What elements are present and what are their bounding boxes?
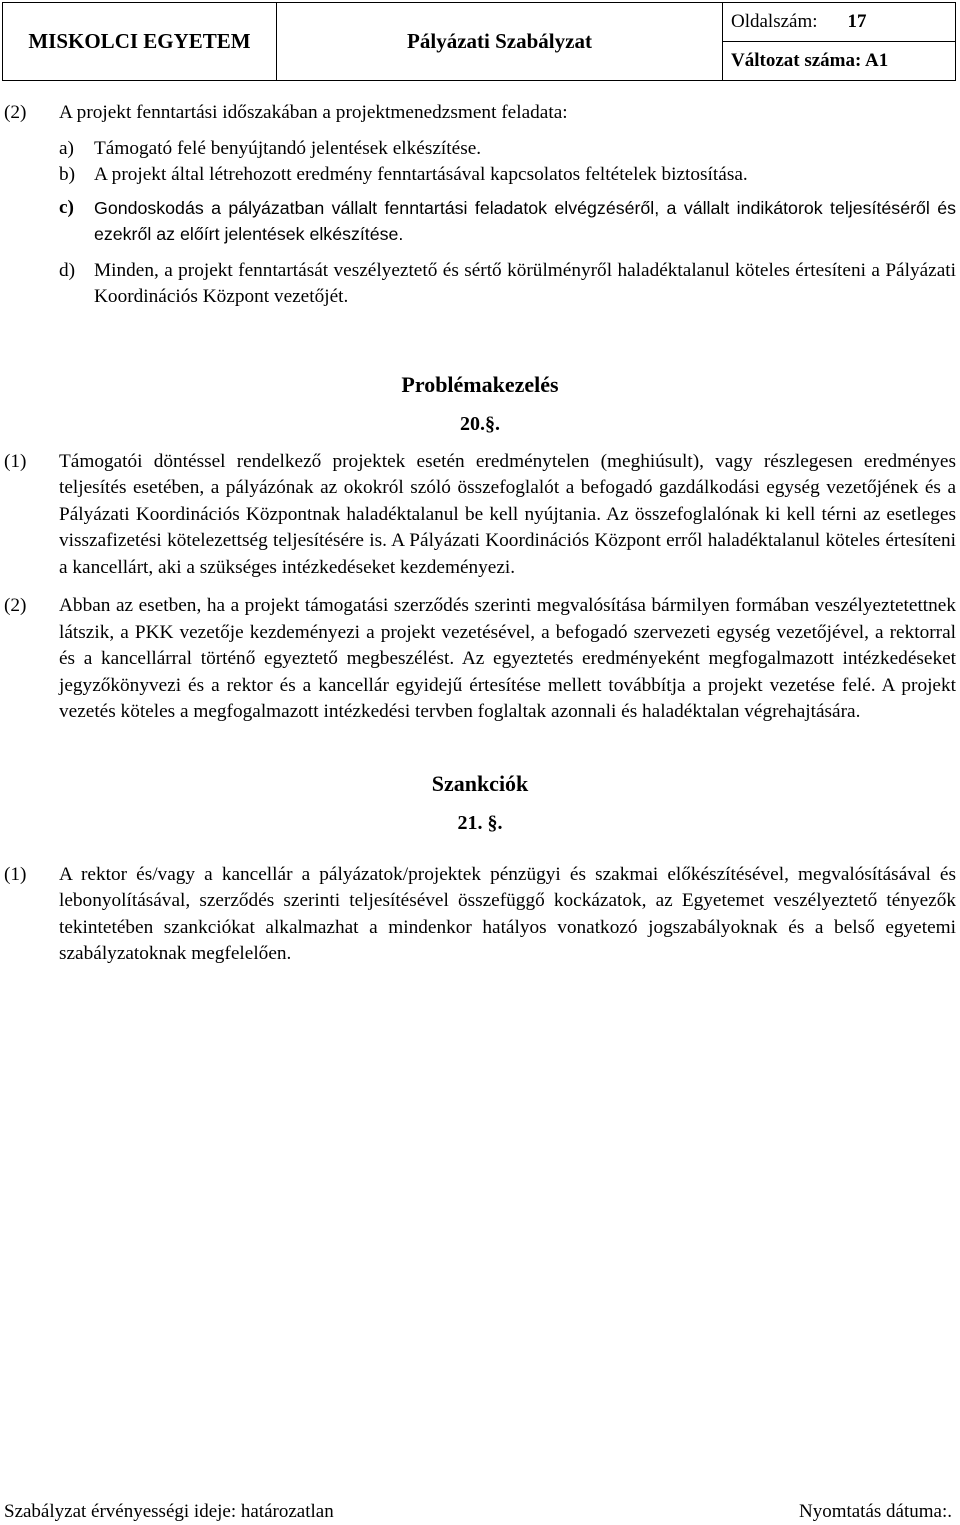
paragraph-number: (1) [4,863,27,885]
version-label: Változat száma: A1 [723,42,956,81]
paragraph [0,449,960,582]
section-heading: Szankciók [431,770,529,796]
paragraph-text: Abban az esetben, ha a projekt támogatási szerződés szerinti megvalósítása bármilyen formában veszélyeztetettnek látszik, a PKK vezetője kezdeményezi a projekt vezetésével, a befogadó szervezeti egység vezetőjével, a rektorral és a kancellárral történő egyeztető megbeszélést. Az egyeztetés eredményeként megfogalmazott intézkedéseket jegyzőkönyvezi és a rektor és a kancellár egyidejű értesítése mellett továbbítja a projekt vezetése felé. A projekt vezetés köteles a megfogalmazott intézkedési tervben foglaltak azonnali és haladéktalan végrehajtására. [59,595,956,722]
university-name: MISKOLCI EGYETEM [3,3,277,81]
list-item-text: Gondoskodás a pályázatban vállalt fenntartási feladatok elvégzéséről, a vállalt indikátorok teljesítéséről és ezekről az előírt jelentések elkészítése. [94,197,956,244]
page-label: Oldalszám: [731,11,818,32]
list-item-letter: b) [59,164,76,185]
list-item-text: Minden, a projekt fenntartását veszélyeztető és sértő körülményről haladéktalanul köteles értesíteni a Pályázati Koordinációs Központ vezetőjét. [94,259,956,307]
list-item [0,162,960,189]
list-item-letter: d) [59,259,76,281]
page-number: 17 [847,11,867,32]
paragraph [0,100,960,127]
list-item-text: Támogató felé benyújtandó jelentések elkészítése. [94,137,482,159]
list-item [0,258,960,311]
footer-validity: Szabályzat érvényességi ideje: határozatlan [4,1501,334,1522]
list-item-text: A projekt által létrehozott eredmény fenntartásával kapcsolatos feltételek biztosítása. [94,164,748,185]
paragraph [0,862,960,968]
list-item-letter: c) [59,196,74,218]
list-item-letter: a) [59,137,74,159]
list-item [0,136,960,163]
section-heading: Problémakezelés [401,371,559,397]
paragraph-number: (1) [4,450,27,472]
paragraph-text: A projekt fenntartási időszakában a projektmenedzsment feladata: [59,102,568,123]
section-number: 20.§. [460,412,500,435]
page-number-cell [723,3,956,42]
paragraph-text: A rektor és/vagy a kancellár a pályázatok/projektek pénzügyi és szakmai előkészítésével, megvalósításával és lebonyolításával, szerződés szerinti teljesítésével összefüggő kockázatok, az Egyetemet veszélyeztető tényezők tekintetében szankciókat alkalmazhat a mindenkor hatályos vonatkozó jogszabályoknak és a belső egyetemi szabályzatoknak megfelelően. [59,863,956,964]
list-item [0,195,960,248]
paragraph-number: (2) [4,102,27,123]
page-header [2,2,956,80]
paragraph-number: (2) [4,595,27,616]
header-table [2,2,956,81]
footer-print-date: Nyomtatás dátuma:. [798,1501,952,1522]
paragraph [0,593,960,726]
document-title: Pályázati Szabályzat [277,3,723,81]
page-content [0,100,960,968]
section-number: 21. §. [457,811,503,834]
paragraph-text: Támogatói döntéssel rendelkező projektek esetén eredménytelen (meghiúsult), vagy részlegesen eredményes teljesítés esetében, a pályázónak az okokról szóló összefoglalót a befogadó gazdálkodási egység vezetőjének és a Pályázati Koordinációs Központnak haladéktalanul be kell nyújtania. Az összefoglalónak ki kell térni az esetleges visszafizetési kötelezettség teljesítésére is. A Pályázati Koordinációs Központ erről haladéktalanul köteles értesíteni a kancellárt, aki a szükséges intézkedéseket kezdeményezi. [59,450,956,578]
